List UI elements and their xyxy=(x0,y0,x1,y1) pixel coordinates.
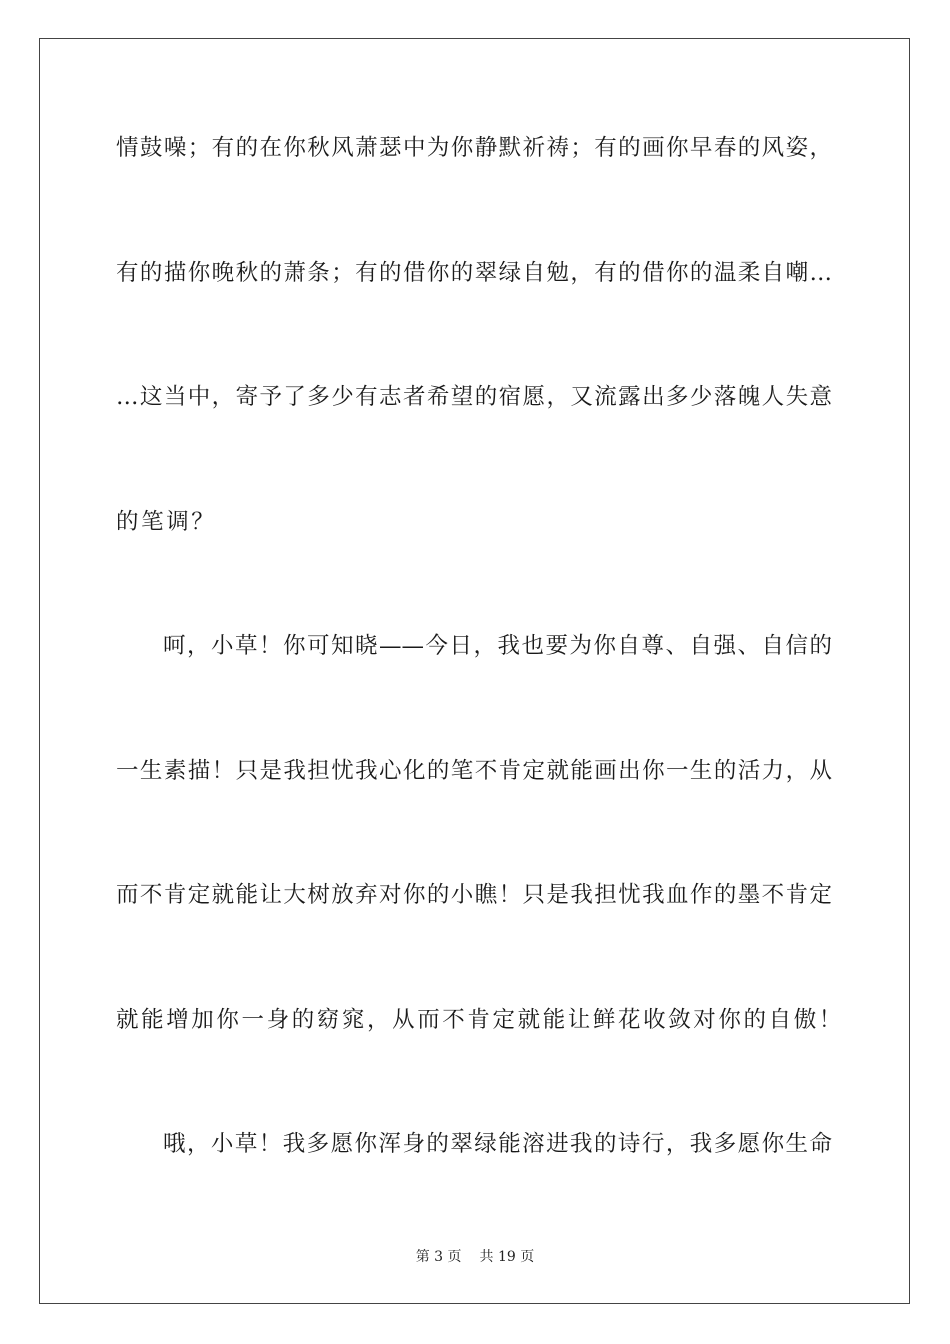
text-line: 而不肯定就能让大树放弃对你的小瞧！只是我担忧我血作的墨不肯定 xyxy=(116,882,832,908)
page-number: 第 3 页 xyxy=(415,1249,462,1265)
text-line: 有的描你晚秋的萧条；有的借你的翠绿自勉，有的借你的温柔自嘲… xyxy=(116,260,832,286)
page-footer xyxy=(0,1247,950,1267)
text-line: 就能增加你一身的窈窕，从而不肯定就能让鲜花收敛对你的自傲！ xyxy=(116,1007,844,1033)
text-line: …这当中，寄予了多少有志者希望的宿愿，又流露出多少落魄人失意 xyxy=(116,384,832,410)
text-line: 的笔调？ xyxy=(116,509,217,535)
text-line: 一生素描！只是我担忧我心化的笔不肯定就能画出你一生的活力，从 xyxy=(116,758,832,784)
paragraph-start-line: 哦，小草！我多愿你浑身的翠绿能溶进我的诗行，我多愿你生命 xyxy=(163,1131,832,1157)
page-border xyxy=(39,38,910,1304)
page-total: 共 19 页 xyxy=(479,1249,535,1265)
paragraph-start-line: 呵，小草！你可知晓——今日，我也要为你自尊、自强、自信的 xyxy=(163,633,832,659)
text-line: 情鼓噪；有的在你秋风萧瑟中为你静默祈祷；有的画你早春的风姿， xyxy=(116,135,832,161)
